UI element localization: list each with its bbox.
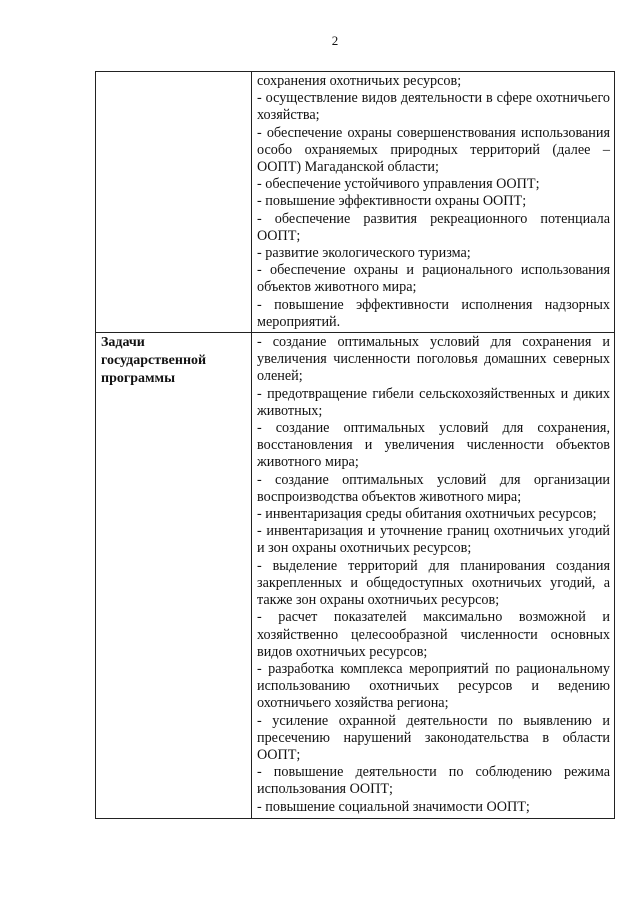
row-label-line: Задачи <box>101 335 145 351</box>
list-item: - повышение деятельности по соблюдению режима использования ООПТ; <box>257 764 610 798</box>
list-item: - создание оптимальных условий для сохранения, восстановления и увеличения численности объектов животного мира; <box>257 420 610 471</box>
list-item: - повышение эффективности охраны ООПТ; <box>257 193 527 210</box>
list-item: - обеспечение охраны и рационального использования объектов животного мира; <box>257 262 610 296</box>
program-passport-table <box>95 71 615 819</box>
list-item: - обеспечение устойчивого управления ООПТ; <box>257 176 540 193</box>
list-item: сохранения охотничьих ресурсов; <box>257 73 462 89</box>
list-item: - выделение территорий для планирования создания закрепленных и общедоступных охотничьих угодий, а также зон охраны охотничьих ресурсов; <box>257 557 610 609</box>
list-item: - обеспечение охраны совершенствования использования особо охраняемых природных территорий (далее – ООПТ) Магаданской области; <box>257 124 610 176</box>
list-item: - инвентаризация среды обитания охотничьих ресурсов; <box>257 506 597 523</box>
page-number: 2 <box>331 33 339 48</box>
row-content-cell <box>252 333 615 819</box>
list-item: - разработка комплекса мероприятий по рациональному использованию охотничьих ресурсов и ведению охотничьего хозяйства региона; <box>257 660 610 712</box>
table-row-tasks <box>96 333 615 819</box>
list-item: - инвентаризация и уточнение границ охотничьих угодий и зон охраны охотничьих ресурсов; <box>257 523 610 557</box>
row-label-cell <box>96 333 252 819</box>
list-item: - обеспечение развития рекреационного потенциала ООПТ; <box>257 210 610 244</box>
list-item: - предотвращение гибели сельскохозяйственных и диких животных; <box>257 385 610 419</box>
row-label-line: государственной <box>101 353 207 369</box>
list-item: - повышение социальной значимости ООПТ; <box>257 798 530 815</box>
list-item: - повышение эффективности исполнения надзорных мероприятий. <box>257 296 610 330</box>
list-item: - усиление охранной деятельности по выявлению и пресечению нарушений законодательства в области ООПТ; <box>257 712 610 763</box>
row-label-cell <box>96 72 252 333</box>
row-content-cell <box>252 72 615 333</box>
table-row-goals-continued <box>96 72 615 333</box>
row-label-line: программы <box>101 371 175 387</box>
list-item: - осуществление видов деятельности в сфере охотничьего хозяйства; <box>257 90 610 124</box>
list-item: - развитие экологического туризма; <box>257 245 471 262</box>
list-item: - создание оптимальных условий для организации воспроизводства объектов животного мира; <box>257 471 610 505</box>
list-item: - создание оптимальных условий для сохранения и увеличения численности поголовья домашних северных оленей; <box>257 334 610 385</box>
list-item: - расчет показателей максимально возможной и хозяйственно целесообразной численности основных видов охотничьих ресурсов; <box>257 609 610 660</box>
